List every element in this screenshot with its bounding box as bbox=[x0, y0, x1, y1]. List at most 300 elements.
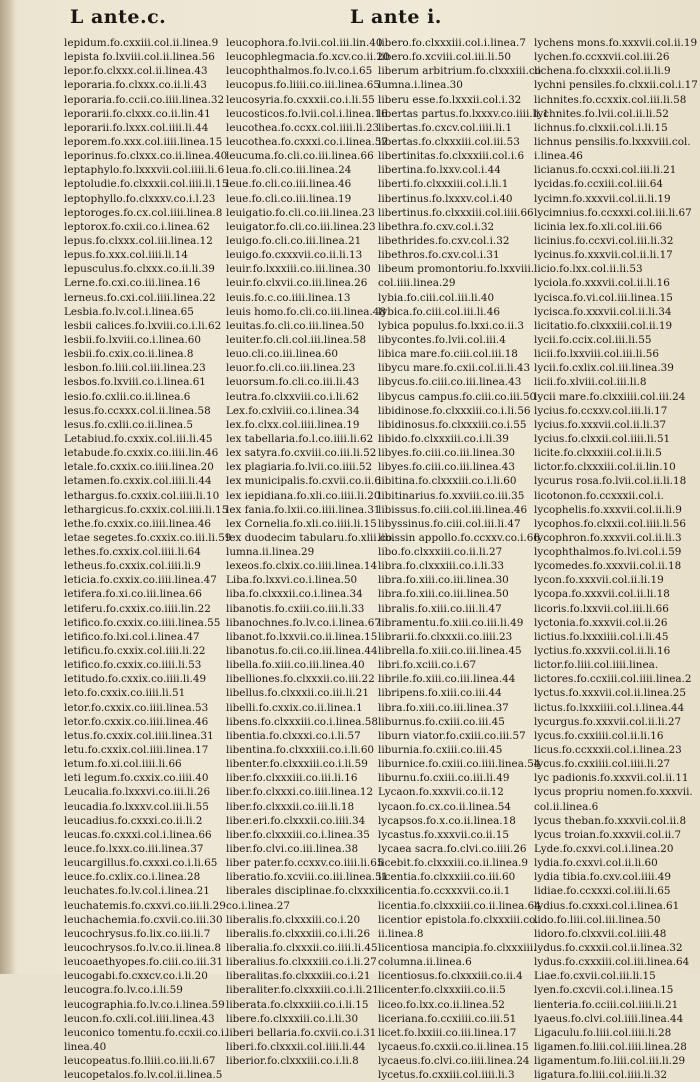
index-entry: libyes.fo.ciii.co.iii.linea.30 bbox=[378, 447, 515, 460]
index-entry: lexeos.fo.clxix.co.iiii.linea.14 bbox=[226, 560, 378, 573]
index-entry: lycastus.fo.xxxvii.co.ii.15 bbox=[378, 828, 510, 841]
index-entry: lycii mare.fo.clxxiiii.col.iii.24 bbox=[534, 390, 686, 403]
index-entry: co.i.linea.27 bbox=[226, 899, 291, 912]
index-entry: licus.fo.ccxxxii.col.i.linea.23 bbox=[534, 744, 682, 757]
index-entry: libra.fo.xiii.co.iii.linea.30 bbox=[378, 574, 509, 587]
index-entry: liburnice.fo.cxiii.co.iiii.linea.54 bbox=[378, 758, 541, 771]
index-entry: letificu.fo.cxxix.col.iiii.li.22 bbox=[64, 645, 206, 658]
index-entry: licenter.fo.clxxxiii.co.ii.5 bbox=[378, 984, 506, 997]
index-entry: leuchatemis.fo.cxxvi.co.iii.li.29 bbox=[64, 899, 226, 912]
index-entry: leucuma.fo.cli.co.iii.linea.66 bbox=[226, 150, 374, 163]
index-entry: lyciola.fo.xxxvii.col.ii.li.16 bbox=[534, 277, 670, 290]
index-entry: lycaeus.fo.clvi.co.iiii.linea.24 bbox=[378, 1055, 530, 1068]
index-entry: leptoroges.fo.cx.col.iiii.linea.8 bbox=[64, 206, 223, 219]
index-entry: lethargus.fo.cxxix.col.iiii.li.10 bbox=[64, 489, 220, 502]
index-entry: letus.fo.cxxix.col.iiii.linea.31 bbox=[64, 729, 214, 742]
index-entry: lichnites.fo.ccxxix.col.iii.li.58 bbox=[534, 93, 687, 106]
index-entry: leuor.fo.cli.co.iii.linea.23 bbox=[226, 362, 356, 375]
index-entry: lepidum.fo.cxxiii.col.ii.linea.9 bbox=[64, 37, 219, 49]
index-entry: lycius.fo.ccxxv.col.iii.li.17 bbox=[534, 404, 668, 417]
index-entry: leucopetalos.fo.lv.col.ii.linea.5 bbox=[64, 1069, 223, 1082]
index-entry: leucas.fo.cxxxi.col.i.linea.66 bbox=[64, 828, 212, 841]
index-entry: lyc padionis.fo.xxxvii.col.ii.11 bbox=[534, 772, 689, 785]
index-entry: leua.fo.cli.co.iii.linea.24 bbox=[226, 164, 352, 177]
index-entry: lycomedes.fo.xxxvii.col.ii.18 bbox=[534, 560, 682, 573]
index-entry: leuitas.fo.cli.co.iii.linea.50 bbox=[226, 319, 365, 332]
index-entry: lethes.fo.cxxix.col.iiii.li.64 bbox=[64, 546, 201, 559]
index-entry: lex Cornelia.fo.xli.co.iiii.li.15 bbox=[226, 517, 377, 530]
index-entry: lydia tibia.fo.cxv.col.iiii.49 bbox=[534, 871, 671, 884]
index-entry: lycinus.fo.xxxvii.col.ii.li.17 bbox=[534, 249, 673, 262]
index-entry: libanochnes.fo.lv.co.i.linea.67 bbox=[226, 616, 381, 629]
index-entry: liceo.fo.lxx.co.ii.linea.52 bbox=[378, 998, 505, 1011]
index-entry: librarii.fo.clxxxii.co.iiii.23 bbox=[378, 630, 513, 643]
index-entry: leuir.fo.clxvii.co.iii.linea.26 bbox=[226, 277, 368, 290]
index-entry: letor.fo.cxxix.co.iiii.linea.53 bbox=[64, 701, 209, 714]
index-entry: lumna.i.linea.30 bbox=[378, 79, 463, 92]
index-entry: leucadius.fo.cxxxi.co.ii.li.2 bbox=[64, 814, 203, 827]
index-entry: Ligaculu.fo.liii.col.iiii.li.28 bbox=[534, 1026, 672, 1039]
index-entry: leporaria.fo.clxxx.co.ii.li.43 bbox=[64, 79, 207, 92]
index-entry: letifera.fo.xi.co.iii.linea.66 bbox=[64, 588, 202, 601]
index-entry: licentiosa mancipia.fo.clxxxiii. bbox=[378, 942, 537, 954]
index-entry: lycaon.fo.cx.co.ii.linea.54 bbox=[378, 800, 512, 813]
index-entry: lycus troian.fo.xxxvii.col.ii.7 bbox=[534, 828, 682, 841]
index-entry: libidinose.fo.clxxxiii.co.i.li.56 bbox=[378, 404, 531, 417]
index-entry: libero.fo.xcviii.col.iii.li.50 bbox=[378, 51, 511, 64]
index-entry: lychnites.fo.lvii.col.ii.li.52 bbox=[534, 107, 669, 120]
index-entry: libra.fo.xiii.co.iii.linea.50 bbox=[378, 588, 509, 601]
index-entry: lychens mons.fo.xxxvii.col.ii.19 bbox=[534, 37, 698, 49]
index-entry: lydius.fo.cxxxi.col.i.linea.61 bbox=[534, 899, 680, 912]
index-entry: libero.fo.clxxxiii.col.i.linea.7 bbox=[378, 37, 526, 49]
index-entry: leue.fo.cli.co.iii.linea.46 bbox=[226, 178, 352, 191]
index-entry: liberalis.fo.clxxxiii.co.i.li.26 bbox=[226, 927, 371, 940]
index-column-2 bbox=[226, 36, 396, 1068]
index-entry: leue.fo.cli.co.iii.linea.19 bbox=[226, 192, 352, 205]
index-entry: lidiae.fo.ccxxxi.col.iii.li.65 bbox=[534, 885, 671, 898]
index-entry: leuigator.fo.cli.co.iii.linea.23 bbox=[226, 220, 376, 233]
index-entry: liburnia.fo.cxiii.co.iii.45 bbox=[378, 744, 503, 757]
index-entry: libenter.fo.clxxxiii.co.i.li.59 bbox=[226, 758, 368, 771]
index-entry: liberata.fo.clxxxiii.co.i.li.15 bbox=[226, 998, 369, 1011]
index-entry: licitatio.fo.clxxxiii.col.ii.19 bbox=[534, 319, 673, 332]
index-entry: libanot.fo.lxxvii.co.ii.linea.15 bbox=[226, 630, 378, 643]
index-entry: lychen.fo.ccxxvii.col.iii.26 bbox=[534, 51, 670, 64]
index-entry: lycus theban.fo.xxxvii.col.ii.8 bbox=[534, 814, 687, 827]
index-entry: leucon.fo.cxli.col.iiii.linea.43 bbox=[64, 1012, 215, 1025]
index-entry: libens.fo.clxxxiii.co.i.linea.58 bbox=[226, 715, 379, 728]
index-entry: liburnus.fo.cxiii.co.iii.45 bbox=[378, 715, 505, 728]
index-entry: lichnus.fo.clxxii.col.i.li.15 bbox=[534, 121, 668, 134]
index-entry: lepusculus.fo.clxxx.co.ii.li.39 bbox=[64, 263, 215, 276]
index-entry: lybica populus.fo.lxxi.co.ii.3 bbox=[378, 319, 525, 332]
index-entry: leuir.fo.lxxxiii.co.iii.linea.30 bbox=[226, 263, 371, 276]
index-entry: lycopa.fo.xxxvii.col.ii.li.18 bbox=[534, 588, 670, 601]
index-entry: lex municipalis.fo.cxvii.co.ii.6 bbox=[226, 475, 381, 488]
index-entry: licentia.fo.clxxxiii.co.ii.linea.64 bbox=[378, 899, 541, 912]
index-entry: liberu esse.fo.lxxxii.col.i.32 bbox=[378, 93, 522, 106]
index-entry: libitinarius.fo.xxviii.co.iii.35 bbox=[378, 489, 525, 502]
index-entry: lycisca.fo.vi.col.iii.linea.15 bbox=[534, 291, 673, 304]
index-entry: licebit.fo.clxxxiii.co.ii.linea.9 bbox=[378, 857, 529, 870]
index-entry: leporarii.fo.lxxx.col.iiii.li.44 bbox=[64, 121, 209, 134]
index-entry: libertas.fo.cxcv.col.iiii.li.1 bbox=[378, 121, 512, 134]
index-entry: lycii.fo.cxlix.col.iii.linea.39 bbox=[534, 362, 674, 375]
index-entry: liber.fo.clxxxii.co.iii.li.18 bbox=[226, 800, 355, 813]
index-entry: liberalia.fo.clxxxii.co.iiii.li.45 bbox=[226, 942, 378, 954]
index-column-4 bbox=[534, 36, 698, 1082]
index-entry: libere.fo.clxxxiii.co.i.li.30 bbox=[226, 1012, 359, 1025]
index-entry: lex iepidiana.fo.xli.co.iiii.li.20 bbox=[226, 489, 381, 502]
index-entry: liber pater.fo.ccxxv.co.iiii.li.65 bbox=[226, 857, 384, 870]
index-entry: leporarii.fo.clxxx.co.ii.lin.41 bbox=[64, 107, 211, 120]
index-entry: licentia.fo.ccxxxvii.co.ii.1 bbox=[378, 885, 511, 898]
index-entry: letu.fo.cxxix.col.iiii.linea.17 bbox=[64, 744, 209, 757]
index-entry: Lex.fo.cxlviii.co.i.linea.34 bbox=[226, 404, 360, 417]
index-entry: libethros.fo.cxv.col.i.31 bbox=[378, 249, 500, 262]
index-entry: libissin appollo.fo.ccxxv.co.i.66 bbox=[378, 531, 540, 544]
index-entry: leporinus.fo.clxxx.co.ii.linea.40 bbox=[64, 150, 228, 163]
index-entry: lycimn.fo.xxxvii.col.ii.li.19 bbox=[534, 192, 671, 205]
index-entry: lido.fo.liii.col.iii.linea.50 bbox=[534, 913, 661, 926]
index-entry: leucoaethyopes.fo.ciii.co.iii.31 bbox=[64, 956, 224, 969]
index-entry: lex.fo.clxx.col.iiii.linea.19 bbox=[226, 418, 360, 431]
index-entry: lex fania.fo.lxii.co.iiii.linea.31 bbox=[226, 503, 381, 516]
index-entry: Lyde.fo.cxxvi.col.i.linea.20 bbox=[534, 843, 674, 856]
index-entry: libra.fo.clxxxiii.co.i.li.33 bbox=[378, 560, 504, 573]
index-entry: lex satyra.fo.cxviii.co.iii.li.52 bbox=[226, 447, 377, 460]
index-entry: lycus.fo.cxxiiii.col.iiii.li.27 bbox=[534, 758, 671, 771]
index-entry: libertinus.fo.lxxxv.col.i.40 bbox=[378, 192, 513, 205]
index-entry: leuorsum.fo.cli.co.iii.li.43 bbox=[226, 376, 360, 389]
index-entry: libycontes.fo.lvii.col.iii.4 bbox=[378, 333, 506, 346]
index-entry: lictius.fo.lxxxiiii.col.i.li.45 bbox=[534, 630, 669, 643]
index-entry: leti legum.fo.cxxix.co.iiii.40 bbox=[64, 772, 209, 785]
index-entry: lycaea sacra.fo.clvi.co.iiii.26 bbox=[378, 843, 527, 856]
index-entry: libripens.fo.xiii.co.iii.44 bbox=[378, 687, 502, 700]
index-entry: leucochrysos.fo.lv.co.ii.linea.8 bbox=[64, 942, 222, 954]
index-entry: libri.fo.xciii.co.i.67 bbox=[378, 659, 477, 672]
index-entry: libycus campus.fo.ciii.co.iii.50 bbox=[378, 390, 537, 403]
index-entry: linea.40 bbox=[64, 1040, 107, 1053]
index-entry: leucophora.fo.lvii.col.iii.lin.40 bbox=[226, 37, 383, 49]
index-entry: leuis.fo.c.co.iiii.linea.13 bbox=[226, 291, 351, 304]
index-entry: lesbii calices.fo.lxviii.co.i.li.62 bbox=[64, 319, 222, 332]
index-entry: licentior epistola.fo.clxxxiii.co. bbox=[378, 913, 539, 926]
index-entry: lethe.fo.cxxix.co.iiii.linea.46 bbox=[64, 517, 212, 530]
running-head-left: L ante.c. bbox=[70, 6, 167, 28]
index-entry: lycurus rosa.fo.lvii.col.ii.li.18 bbox=[534, 475, 687, 488]
index-entry: libycus.fo.ciii.co.iii.linea.43 bbox=[378, 376, 522, 389]
index-entry: columna.ii.linea.6 bbox=[378, 956, 472, 969]
index-entry: lepista fo.lxviii.col.ii.linea.56 bbox=[64, 51, 215, 64]
index-entry: lycon.fo.xxxvii.col.ii.li.19 bbox=[534, 574, 664, 587]
index-entry: letifico.fo.cxxix.co.iiii.linea.55 bbox=[64, 616, 221, 629]
index-entry: leucophlegmacia.fo.xcv.co.ii.20 bbox=[226, 51, 390, 64]
index-entry: leto.fo.cxxix.co.iiii.li.51 bbox=[64, 687, 186, 700]
index-entry: lyaeus.fo.clvi.col.iiii.linea.44 bbox=[534, 1012, 684, 1025]
index-entry: lichnus pensilis.fo.lxxxviii.col. bbox=[534, 135, 691, 148]
index-entry: lycimnius.fo.ccxxxi.col.iii.li.67 bbox=[534, 206, 692, 219]
index-entry: letitudo.fo.cxxix.co.iiii.li.49 bbox=[64, 673, 207, 686]
index-entry: liberales disciplinae.fo.clxxxii. bbox=[226, 885, 385, 898]
index-entry: libellus.fo.clxxxii.co.iii.li.21 bbox=[226, 687, 369, 700]
index-entry: lex tabellaria.fo.l.co.iiii.li.62 bbox=[226, 432, 374, 445]
index-entry: librella.fo.xiii.co.iii.linea.45 bbox=[378, 645, 522, 658]
index-entry: leuce.fo.lxxx.co.iii.linea.37 bbox=[64, 843, 204, 856]
index-entry: lyctonia.fo.xxxvii.col.ii.26 bbox=[534, 616, 668, 629]
index-entry: col.iiii.linea.29 bbox=[378, 277, 456, 290]
index-entry: lycophos.fo.clxxii.col.iiii.li.56 bbox=[534, 517, 687, 530]
index-entry: leptophyllo.fo.clxxxv.co.i.l.23 bbox=[64, 192, 216, 205]
index-entry: libentina.fo.clxxxiii.co.i.li.60 bbox=[226, 744, 375, 757]
index-entry: liberalis.fo.clxxxiii.co.i.20 bbox=[226, 913, 361, 926]
index-entry: lesbon.fo.liii.col.iii.linea.23 bbox=[64, 362, 206, 375]
index-entry: lycapsos.fo.x.co.ii.linea.18 bbox=[378, 814, 516, 827]
index-entry: lyctius.fo.xxxvii.col.ii.li.16 bbox=[534, 645, 671, 658]
index-entry: leucothea.fo.ccxx.col.iiii.li.23 bbox=[226, 121, 380, 134]
index-entry: col.ii.linea.6 bbox=[534, 800, 599, 813]
index-entry: libidinosus.fo.clxxxiii.co.i.55 bbox=[378, 418, 527, 431]
index-entry: leuigo.fo.cli.co.iii.linea.21 bbox=[226, 234, 362, 247]
index-column-1 bbox=[64, 36, 232, 1082]
index-entry: liber.fo.clxxxiii.co.i.linea.35 bbox=[226, 828, 370, 841]
index-entry: libramentu.fo.xiii.co.iii.li.49 bbox=[378, 616, 524, 629]
index-entry: libelliones.fo.clxxxii.co.iii.22 bbox=[226, 673, 375, 686]
index-entry: lycus.fo.cxxiiii.col.ii.li.16 bbox=[534, 729, 664, 742]
index-entry: lycetus.fo.cxxiii.col.iiii.li.3 bbox=[378, 1069, 515, 1082]
index-entry: lethargicus.fo.cxxix.col.iiii.li.15 bbox=[64, 503, 229, 516]
index-entry: libica mare.fo.ciii.col.iii.18 bbox=[378, 348, 518, 361]
index-entry: liburn viator.fo.cxiii.co.iii.57 bbox=[378, 729, 526, 742]
index-entry: leptoludie.fo.clxxxii.col.iiii.li.15 bbox=[64, 178, 229, 191]
index-entry: licite.fo.clxxxiii.col.ii.li.5 bbox=[534, 447, 662, 460]
index-entry: liberum arbitrium.fo.clxxxiii.co bbox=[378, 65, 542, 78]
index-entry: libella.fo.xiii.co.iii.linea.40 bbox=[226, 659, 365, 672]
index-entry: Lerne.fo.cxi.co.iii.linea.16 bbox=[64, 277, 201, 290]
index-entry: lybica.fo.ciii.col.iii.li.46 bbox=[378, 305, 500, 318]
index-entry: lycophelis.fo.xxxvii.col.ii.li.9 bbox=[534, 503, 682, 516]
index-entry: liberior.fo.clxxxiii.co.i.li.8 bbox=[226, 1055, 359, 1068]
index-entry: Leucalia.fo.lxxxvi.co.iii.li.26 bbox=[64, 786, 211, 799]
index-entry: leucargillus.fo.cxxxi.co.i.li.65 bbox=[64, 857, 218, 870]
index-entry: liberti.fo.clxxxiii.col.i.li.1 bbox=[378, 178, 509, 191]
index-entry: Lesbia.fo.lv.col.i.linea.65 bbox=[64, 305, 194, 318]
index-entry: leucopus.fo.liiii.co.iii.linea.65 bbox=[226, 79, 381, 92]
index-entry: leticia.fo.cxxix.co.iiii.linea.47 bbox=[64, 574, 217, 587]
index-entry: lictores.fo.ccxiii.col.iiii.linea.2 bbox=[534, 673, 692, 686]
index-entry: libido.fo.clxxxiii.co.i.li.39 bbox=[378, 432, 509, 445]
index-entry: lyctus.fo.xxxvii.col.ii.linea.25 bbox=[534, 687, 686, 700]
index-entry: leucophthalmos.fo.lv.co.i.65 bbox=[226, 65, 373, 78]
index-entry: lesbii.fo.lxviii.co.i.linea.60 bbox=[64, 333, 201, 346]
index-entry: lycidas.fo.ccxiii.col.iii.64 bbox=[534, 178, 664, 191]
index-entry: ligamentum.fo.liii.col.iii.li.29 bbox=[534, 1055, 686, 1068]
index-entry: letae segetes.fo.cxxix.co.iii.li.59 bbox=[64, 531, 232, 544]
index-entry: Letabiud.fo.cxxix.col.iii.li.45 bbox=[64, 432, 213, 445]
index-entry: lesbos.fo.lxviii.co.i.linea.61 bbox=[64, 376, 206, 389]
index-entry: licinia lex.fo.xli.col.iii.66 bbox=[534, 220, 663, 233]
index-entry: Liba.fo.lxxvi.co.i.linea.50 bbox=[226, 574, 358, 587]
index-entry: liber.fo.clxxxiii.co.iii.li.16 bbox=[226, 772, 358, 785]
index-entry: libo.fo.clxxxiii.co.ii.li.27 bbox=[378, 546, 503, 559]
index-entry: lycurgus.fo.xxxvii.col.ii.li.27 bbox=[534, 715, 682, 728]
index-entry: leucopeatus.fo.lliii.co.iii.li.67 bbox=[64, 1055, 216, 1068]
index-entry: lycius.fo.clxxii.col.iiii.li.51 bbox=[534, 432, 671, 445]
index-entry: lycius.fo.xxxvii.col.ii.li.37 bbox=[534, 418, 667, 431]
index-entry: leuiter.fo.cli.col.iii.linea.58 bbox=[226, 333, 367, 346]
index-entry: leutra.fo.clxxviii.co.i.li.62 bbox=[226, 390, 360, 403]
index-entry: lictor.fo.clxxxiii.col.ii.lin.10 bbox=[534, 461, 676, 474]
index-entry: libertas.fo.clxxxiii.col.iii.53 bbox=[378, 135, 520, 148]
index-entry: licotonon.fo.ccxxxii.col.i. bbox=[534, 489, 664, 502]
index-entry: letifico.fo.cxxix.co.iiii.li.53 bbox=[64, 659, 202, 672]
index-entry: leuo.cli.co.iii.linea.60 bbox=[226, 348, 338, 361]
index-entry: libissus.fo.ciii.col.iii.linea.46 bbox=[378, 503, 528, 516]
index-entry: lydus.fo.cxxxiii.col.iii.linea.64 bbox=[534, 956, 690, 969]
spine-shadow bbox=[0, 0, 16, 974]
index-entry: libanotus.fo.cii.co.iii.linea.44 bbox=[226, 645, 378, 658]
index-entry: leuconico tomentu.fo.ccxii.co.i. bbox=[64, 1026, 228, 1039]
index-entry: leuchates.fo.lv.col.i.linea.21 bbox=[64, 885, 210, 898]
index-entry: lyen.fo.cxcvii.col.i.linea.15 bbox=[534, 984, 674, 997]
index-column-3 bbox=[378, 36, 550, 1082]
index-entry: lycophron.fo.xxxvii.col.ii.li.3 bbox=[534, 531, 682, 544]
index-entry: letamen.fo.cxxix.col.iiii.li.44 bbox=[64, 475, 212, 488]
index-entry: libertina.fo.lxxv.col.i.44 bbox=[378, 164, 501, 177]
index-entry: libertinus.fo.clxxxiii.col.iiii.66 bbox=[378, 206, 534, 219]
index-entry: lictus.fo.lxxxiiii.col.i.linea.44 bbox=[534, 701, 685, 714]
index-entry: liber.fo.clxxxi.co.iiii.linea.12 bbox=[226, 786, 374, 799]
index-entry: liberatio.fo.xcviii.co.iii.linea.51 bbox=[226, 871, 389, 884]
index-entry: liber.fo.clvi.co.iii.linea.38 bbox=[226, 843, 359, 856]
index-entry: libitina.fo.clxxxiii.co.i.li.60 bbox=[378, 475, 517, 488]
index-entry: leuis homo.fo.cli.co.iii.linea.48 bbox=[226, 305, 386, 318]
index-entry: letum.fo.xi.col.iiii.li.66 bbox=[64, 758, 182, 771]
index-entry: letiferu.fo.cxxix.co.iiii.lin.22 bbox=[64, 602, 211, 615]
index-entry: liburnu.fo.cxiii.co.iii.li.49 bbox=[378, 772, 510, 785]
index-entry: lycus propriu nomen.fo.xxxvii. bbox=[534, 786, 693, 799]
index-entry: lex plagiaria.fo.lvii.co.iiii.52 bbox=[226, 461, 373, 474]
index-entry: liberi.fo.clxxxii.col.iiii.li.44 bbox=[226, 1040, 366, 1053]
index-entry: leucadia.fo.lxxxv.col.iii.li.55 bbox=[64, 800, 209, 813]
index-entry: ii.linea.8 bbox=[378, 927, 424, 940]
index-entry: liceriana.fo.ccxiiii.co.iii.51 bbox=[378, 1012, 517, 1025]
index-entry: lictor.fo.liii.col.iiii.linea. bbox=[534, 659, 659, 672]
index-entry: libanotis.fo.cxiii.co.iii.li.33 bbox=[226, 602, 365, 615]
index-entry: liber.eri.fo.clxxxii.co.iiii.34 bbox=[226, 814, 366, 827]
index-entry: leucogra.fo.lv.co.i.li.59 bbox=[64, 984, 183, 997]
index-entry: libethrides.fo.cxv.col.i.32 bbox=[378, 234, 510, 247]
index-entry: liberalius.fo.clxxxiii.co.i.li.27 bbox=[226, 956, 377, 969]
index-entry: licinius.fo.ccxvi.col.iii.li.32 bbox=[534, 234, 674, 247]
index-entry: leucogabi.fo.cxxcv.co.i.li.20 bbox=[64, 970, 208, 983]
index-entry: lidoro.fo.clxxvii.col.iiii.48 bbox=[534, 927, 667, 940]
index-entry: licii.fo.xlviii.col.iii.li.8 bbox=[534, 376, 647, 389]
index-entry: licentia.fo.clxxxiii.co.iii.60 bbox=[378, 871, 516, 884]
index-entry: libralis.fo.xiii.co.iii.li.47 bbox=[378, 602, 502, 615]
index-entry: lesbii.fo.cxix.co.ii.linea.8 bbox=[64, 348, 194, 361]
index-entry: libycu mare.fo.cxii.col.ii.li.43 bbox=[378, 362, 531, 375]
index-entry: leptorox.fo.cxii.co.i.linea.62 bbox=[64, 220, 210, 233]
index-entry: lienteria.fo.cciii.col.iiii.li.21 bbox=[534, 998, 679, 1011]
index-entry: liberi bellaria.fo.cxvii.co.i.31 bbox=[226, 1026, 377, 1039]
index-entry: libeum promontoriu.fo.lxxviii. bbox=[378, 263, 535, 276]
index-entry: libentia.fo.clxxxi.co.i.li.57 bbox=[226, 729, 361, 742]
index-entry: lycophthalmos.fo.lvi.col.i.59 bbox=[534, 546, 682, 559]
index-entry: leucosyria.fo.cxxxii.co.i.li.55 bbox=[226, 93, 375, 106]
index-entry: ligamen.fo.liii.col.iiii.linea.28 bbox=[534, 1040, 687, 1053]
index-entry: leptaphylo.fo.lxxxvii.col.iiii.li.6 bbox=[64, 164, 225, 177]
index-entry: i.linea.46 bbox=[534, 150, 583, 163]
index-entry: liberaliter.fo.clxxxiii.co.i.li.21 bbox=[226, 984, 379, 997]
index-entry: letifico.fo.lxi.col.i.linea.47 bbox=[64, 630, 200, 643]
index-entry: leuchachemia.fo.cxvii.co.iii.30 bbox=[64, 913, 223, 926]
index-entry: lycaeus.fo.cxxii.co.ii.linea.15 bbox=[378, 1040, 529, 1053]
index-entry: licoris.fo.lxxvii.col.iii.li.66 bbox=[534, 602, 669, 615]
index-entry: lesio.fo.cxlii.co.ii.linea.6 bbox=[64, 390, 191, 403]
index-entry: leuigo.fo.cxxxvii.co.ii.li.13 bbox=[226, 249, 363, 262]
index-entry: licet.fo.lxxiii.co.iii.linea.17 bbox=[378, 1026, 517, 1039]
index-entry: leuce.fo.cxlix.co.i.linea.28 bbox=[64, 871, 201, 884]
index-entry: lerneus.fo.cxi.col.iiii.linea.22 bbox=[64, 291, 216, 304]
index-entry: libyssinus.fo.ciii.col.iii.li.47 bbox=[378, 517, 521, 530]
index-entry: letheus.fo.cxxix.col.iiii.li.9 bbox=[64, 560, 201, 573]
index-entry: libelli.fo.cxxix.co.ii.linea.1 bbox=[226, 701, 363, 714]
index-entry: liberalitas.fo.clxxxiii.co.i.21 bbox=[226, 970, 371, 983]
index-entry: libertas partus.fo.lxxxv.co.iiii.li.1 bbox=[378, 107, 550, 120]
index-entry: lesus.fo.ccxxx.col.ii.linea.58 bbox=[64, 404, 211, 417]
index-entry: lepus.fo.xxx.col.iiii.li.14 bbox=[64, 249, 189, 262]
index-entry: letabude.fo.cxxix.co.iiii.lin.46 bbox=[64, 447, 219, 460]
index-entry: libertinitas.fo.clxxxiii.col.i.6 bbox=[378, 150, 525, 163]
index-entry: leucochrysus.fo.lix.co.iii.li.7 bbox=[64, 927, 211, 940]
index-entry: licii.fo.lxxviii.col.iii.li.56 bbox=[534, 348, 659, 361]
index-entry: licio.fo.lxx.col.ii.li.53 bbox=[534, 263, 643, 276]
index-entry: ligatura.fo.liii.col.iiii.li.32 bbox=[534, 1069, 668, 1082]
running-head-right: L ante i. bbox=[350, 6, 442, 28]
index-entry: lychni pensiles.fo.clxxii.col.i.17 bbox=[534, 79, 698, 92]
index-entry: lycisca.fo.xxxvii.col.ii.li.34 bbox=[534, 305, 672, 318]
index-entry: leuigatio.fo.cli.co.iii.linea.23 bbox=[226, 206, 375, 219]
index-entry: lydus.fo.cxxxii.col.ii.linea.32 bbox=[534, 942, 683, 954]
index-entry: Lycaon.fo.xxxvii.co.ii.12 bbox=[378, 786, 504, 799]
index-entry: lybia.fo.ciii.col.iii.li.40 bbox=[378, 291, 495, 304]
index-entry: letor.fo.cxxix.co.iiii.linea.46 bbox=[64, 715, 209, 728]
index-entry: libyes.fo.ciii.co.iii.linea.43 bbox=[378, 461, 515, 474]
index-entry: lichena.fo.clxxxii.col.ii.li.9 bbox=[534, 65, 671, 78]
index-entry: leucosticos.fo.lvii.col.i.linea.16 bbox=[226, 107, 388, 120]
index-entry: lesus.fo.cxlii.co.ii.linea.5 bbox=[64, 418, 194, 431]
index-entry: leporem.fo.xxx.col.iiii.linea.15 bbox=[64, 135, 223, 148]
index-entry: leucothea.fo.cxxxi.co.i.linea.57 bbox=[226, 135, 389, 148]
index-entry: letale.fo.cxxix.co.iiii.linea.20 bbox=[64, 461, 214, 474]
index-entry: liba.fo.clxxxii.co.i.linea.34 bbox=[226, 588, 363, 601]
index-entry: libethra.fo.cxv.col.i.32 bbox=[378, 220, 495, 233]
index-entry: lycii.fo.ccix.col.iii.li.55 bbox=[534, 333, 652, 346]
index-entry: licentiosus.fo.clxxxiii.co.ii.4 bbox=[378, 970, 523, 983]
index-entry: leucographia.fo.lv.co.i.linea.59 bbox=[64, 998, 225, 1011]
index-entry: lepus.fo.clxxx.col.iii.linea.12 bbox=[64, 234, 213, 247]
index-entry: librile.fo.xiii.co.iii.linea.44 bbox=[378, 673, 516, 686]
index-entry: leporaria.fo.ccii.co.iiii.linea.32 bbox=[64, 93, 225, 106]
index-entry: libra.fo.xiii.co.iii.linea.37 bbox=[378, 701, 509, 714]
index-entry: lydia.fo.cxxvi.col.ii.li.60 bbox=[534, 857, 658, 870]
index-entry: lepor.fo.clxxx.col.ii.linea.43 bbox=[64, 65, 208, 78]
index-entry: lex duodecim tabularu.fo.xlii.co. bbox=[226, 531, 396, 544]
index-entry: Liae.fo.cxvii.col.iii.li.15 bbox=[534, 970, 656, 983]
